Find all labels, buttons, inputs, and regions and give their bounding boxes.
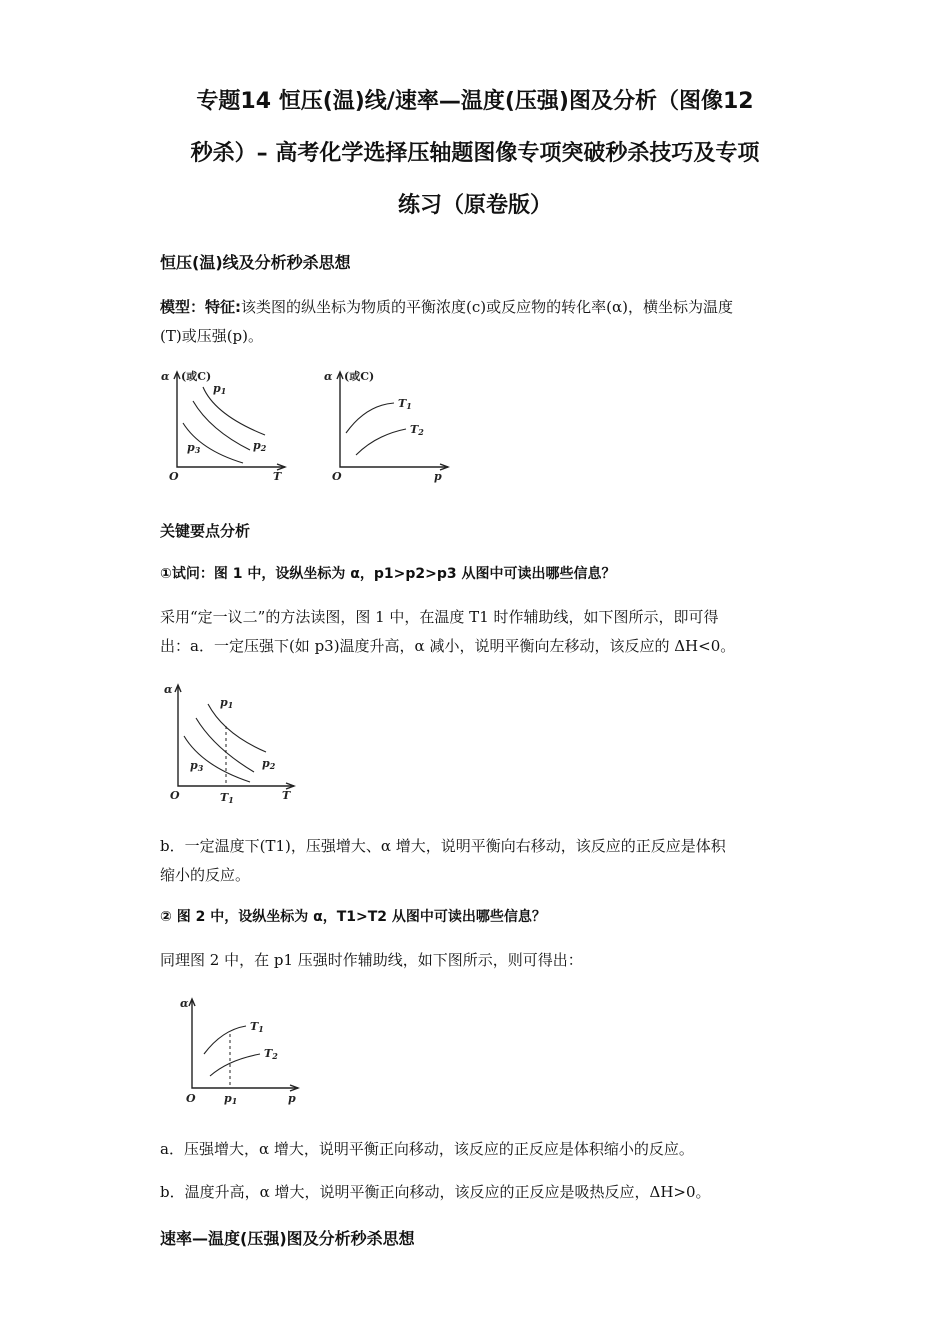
- title-line-1: 专题14 恒压(温)线/速率—温度(压强)图及分析（图像12: [196, 89, 754, 114]
- paragraph-b1: [160, 832, 792, 890]
- figure-4-label-T1: T1: [250, 1020, 264, 1034]
- figure-3-origin: O: [170, 789, 180, 802]
- figure-1-label-p1: p1: [213, 382, 227, 396]
- answer-1-line-1: 采用“定一议二”的方法读图，图 1 中，在温度 T1 时作辅助线，如下图所示，即可得: [160, 608, 719, 626]
- figure-1-origin: O: [169, 470, 179, 483]
- figure-2-arrows: [337, 372, 448, 470]
- figure-2-y-label-alt: (或C): [344, 370, 375, 383]
- model-text-2: (T)或压强(p)。: [160, 327, 264, 345]
- figure-1-arrows: [174, 372, 285, 470]
- paragraph-b2: b．温度升高，α 增大，说明平衡正向移动，该反应的正反应是吸热反应，ΔH>0。: [160, 1183, 711, 1201]
- answer-2: 同理图 2 中，在 p1 压强时作辅助线，如下图所示，则可得出：: [160, 951, 583, 969]
- title-line-2: 秒杀）– 高考化学选择压轴题图像专项突破秒杀技巧及专项: [190, 141, 760, 166]
- figure-4-label-T2: T2: [264, 1047, 278, 1061]
- figure-4-auxiliary-isotherm-chart: [176, 992, 306, 1108]
- title-line-3: 练习（原卷版）: [397, 193, 552, 218]
- curve-p1: [208, 704, 266, 752]
- figure-2-label-T1: T1: [398, 397, 412, 411]
- figure-3-auxiliary-isobar-chart: [158, 676, 298, 810]
- curve-T2: [210, 1054, 260, 1076]
- page-title: [140, 76, 810, 232]
- model-paragraph: [160, 293, 792, 351]
- curve-T1: [346, 403, 394, 433]
- figure-3-label-p1: p1: [220, 696, 234, 710]
- curve-T2: [356, 429, 406, 455]
- section-heading-rate: 速率—温度(压强)图及分析秒杀思想: [160, 1229, 415, 1248]
- figure-2-axes: [340, 373, 448, 467]
- question-1: ①试问：图 1 中，设纵坐标为 α，p1>p2>p3 从图中可读出哪些信息？: [160, 566, 616, 582]
- figure-2-x-label: p: [434, 470, 442, 483]
- paragraph-a2: a．压强增大，α 增大，说明平衡正向移动，该反应的正反应是体积缩小的反应。: [160, 1140, 694, 1158]
- figure-4-axes: [192, 1000, 298, 1088]
- answer-1: [160, 603, 792, 661]
- figure-3-label-p2: p2: [262, 757, 276, 771]
- answer-1-line-2: 出：a．一定压强下(如 p3)温度升高，α 减小，说明平衡向左移动，该反应的 ΔH<0。: [160, 637, 736, 655]
- figure-3-x-mark-T1: T1: [220, 791, 234, 805]
- figure-3-x-label: T: [282, 789, 291, 802]
- figure-4-y-label: α: [180, 997, 189, 1010]
- figure-2-label-T2: T2: [410, 423, 424, 437]
- section-heading-isobar: 恒压(温)线及分析秒杀思想: [160, 253, 351, 272]
- figure-4-x-mark-p1: p1: [224, 1092, 238, 1106]
- figure-2-isotherm-chart: [318, 365, 458, 487]
- figure-3-arrows: [175, 685, 294, 789]
- model-text-1: 该类图的纵坐标为物质的平衡浓度(c)或反应物的转化率(α)，横坐标为温度: [241, 298, 733, 316]
- figure-2-origin: O: [332, 470, 342, 483]
- figure-4-arrows: [189, 999, 298, 1091]
- figure-1-x-label: T: [273, 470, 282, 483]
- figure-1-label-p2: p2: [253, 439, 267, 453]
- figure-1-y-label-alt: (或C): [181, 370, 212, 383]
- figure-3-label-p3: p3: [190, 759, 204, 773]
- curve-T1: [204, 1026, 246, 1054]
- paragraph-b1-line-1: b．一定温度下(T1)，压强增大、α 增大，说明平衡向右移动，该反应的正反应是体积: [160, 837, 726, 855]
- figure-4-origin: O: [186, 1092, 196, 1105]
- model-label: 模型：特征:: [160, 298, 241, 316]
- paragraph-b1-line-2: 缩小的反应。: [160, 866, 251, 884]
- figure-2-y-label: α: [324, 370, 333, 383]
- analysis-heading: 关键要点分析: [160, 522, 251, 540]
- question-2: ② 图 2 中，设纵坐标为 α，T1>T2 从图中可读出哪些信息？: [160, 909, 546, 925]
- figure-1-y-label: α: [161, 370, 170, 383]
- figure-1-isobar-chart: [155, 365, 295, 487]
- figure-4-x-label: p: [288, 1092, 296, 1105]
- figure-3-y-label: α: [164, 683, 173, 696]
- figure-1-label-p3: p3: [187, 441, 201, 455]
